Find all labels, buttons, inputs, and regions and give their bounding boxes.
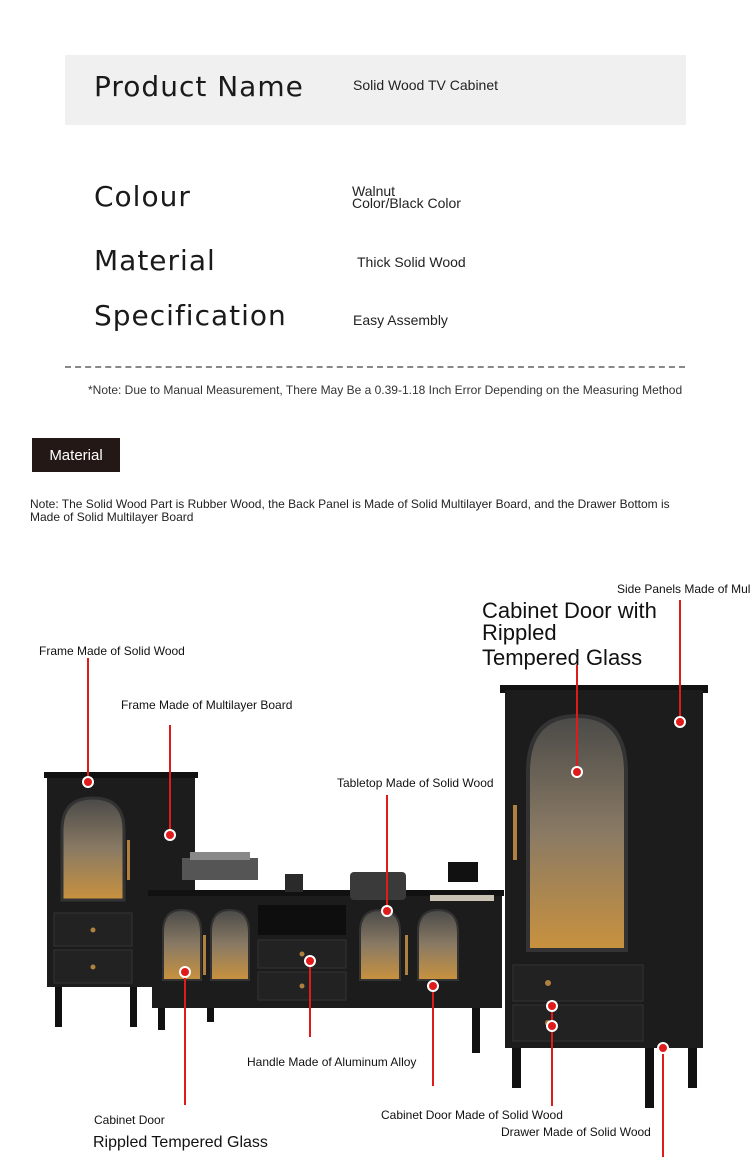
material-note: Note: The Solid Wood Part is Rubber Wood, the Back Panel is Made of Solid Multilayer Board, and the Drawer Bottom is Made of Solid Multilayer Board bbox=[30, 497, 670, 524]
colour-value-line1: Walnut bbox=[352, 183, 396, 199]
dot-door-glass bbox=[572, 767, 582, 777]
dot-drawer-solid-1 bbox=[547, 1001, 557, 1011]
dot-drawer-solid-3 bbox=[658, 1043, 668, 1053]
callout-drawer-solid: Drawer Made of Solid Wood bbox=[501, 1125, 651, 1139]
callout-handle: Handle Made of Aluminum Alloy bbox=[247, 1055, 417, 1069]
callout-door-glass bbox=[482, 600, 657, 669]
callout-door-glass-line2: Rippled bbox=[482, 620, 557, 645]
colour-value bbox=[352, 185, 461, 209]
dot-door-solid bbox=[428, 981, 438, 991]
callout-side-panels: Side Panels Made of Mul bbox=[617, 582, 750, 596]
specification-label: Specification bbox=[94, 299, 287, 332]
dot-drawer-solid-2 bbox=[547, 1021, 557, 1031]
specification-value: Easy Assembly bbox=[353, 312, 448, 328]
dot-frame-multilayer bbox=[165, 830, 175, 840]
product-name-value: Solid Wood TV Cabinet bbox=[353, 77, 499, 93]
callout-rippled-glass: Rippled Tempered Glass bbox=[93, 1134, 268, 1151]
colour-label: Colour bbox=[94, 180, 191, 213]
callout-door-solid: Cabinet Door Made of Solid Wood bbox=[381, 1108, 563, 1122]
callout-frame-multilayer: Frame Made of Multilayer Board bbox=[121, 698, 293, 712]
material-value: Thick Solid Wood bbox=[357, 254, 466, 270]
measurement-note: *Note: Due to Manual Measurement, There May Be a 0.39-1.18 Inch Error Depending on the Measuring Method bbox=[88, 383, 683, 397]
tv-cabinet bbox=[148, 852, 504, 1053]
dot-handle bbox=[305, 956, 315, 966]
colour-value-line2: Color/Black Color bbox=[352, 195, 461, 211]
right-tall-cabinet bbox=[500, 685, 708, 1108]
callout-door-glass-line3: Tempered Glass bbox=[482, 645, 643, 670]
material-label: Material bbox=[94, 244, 216, 277]
divider bbox=[65, 366, 685, 368]
product-name-label: Product Name bbox=[94, 70, 304, 103]
dot-cabinet-door bbox=[180, 967, 190, 977]
callout-cabinet-door: Cabinet Door bbox=[94, 1113, 165, 1127]
dot-frame-solid bbox=[83, 777, 93, 787]
material-badge: Material bbox=[32, 438, 120, 472]
dot-side-panels bbox=[675, 717, 685, 727]
dot-tabletop bbox=[382, 906, 392, 916]
callout-door-glass-line1: Cabinet Door with bbox=[482, 598, 657, 623]
callout-frame-solid: Frame Made of Solid Wood bbox=[39, 644, 185, 658]
callout-tabletop: Tabletop Made of Solid Wood bbox=[337, 776, 494, 790]
